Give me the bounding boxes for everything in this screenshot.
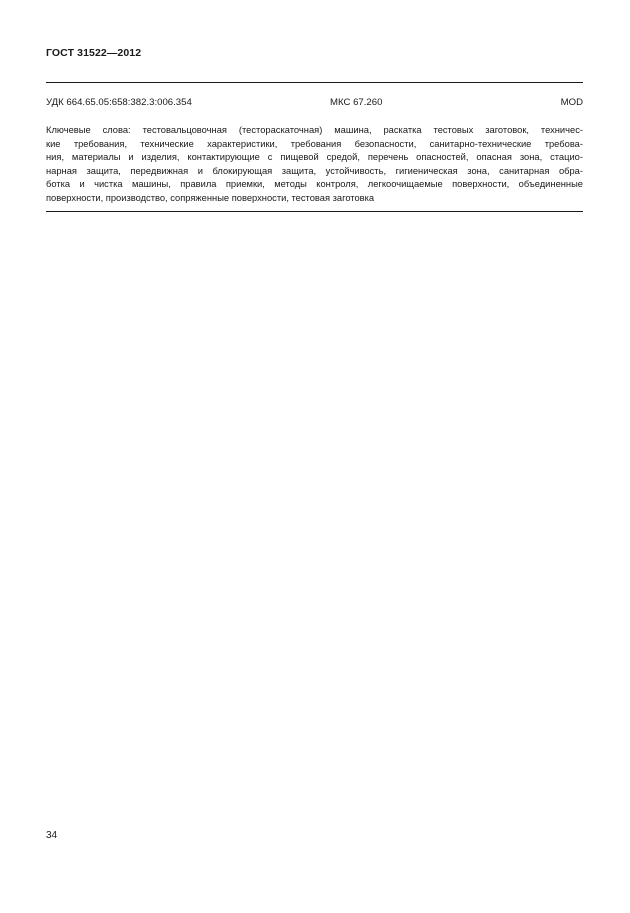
udk-code: УДК 664.65.05:658:382.3:006.354 — [46, 97, 192, 108]
keywords-line: ния, материалы и изделия, контактирующие с пищевой средой, перечень опасностей, опасная зона, стацио- — [46, 152, 583, 163]
classification-row — [46, 97, 583, 111]
mks-code: МКС 67.260 — [330, 97, 383, 108]
bottom-divider — [46, 211, 583, 212]
keywords-paragraph — [46, 124, 583, 206]
keywords-line: нарная защита, передвижная и блокирующая защита, устойчивость, гигиеническая зона, санитарная обра- — [46, 165, 583, 176]
mod-label: MOD — [560, 97, 583, 108]
keywords-line: поверхности, производство, сопряженные поверхности, тестовая заготовка — [46, 192, 375, 203]
keywords-line: кие требования, технические характеристики, требования безопасности, санитарно-технические требова- — [46, 138, 583, 149]
page-number: 34 — [46, 830, 58, 841]
keywords-line: ботка и чистка машины, правила приемки, методы контроля, легкоочищаемые поверхности, объединенные — [46, 179, 583, 190]
top-divider — [46, 82, 583, 83]
page-header-standard-code: ГОСТ 31522—2012 — [46, 47, 142, 59]
keywords-line: Ключевые слова: тестовальцовочная (тестораскаточная) машина, раскатка тестовых заготовок, техничес- — [46, 125, 583, 135]
